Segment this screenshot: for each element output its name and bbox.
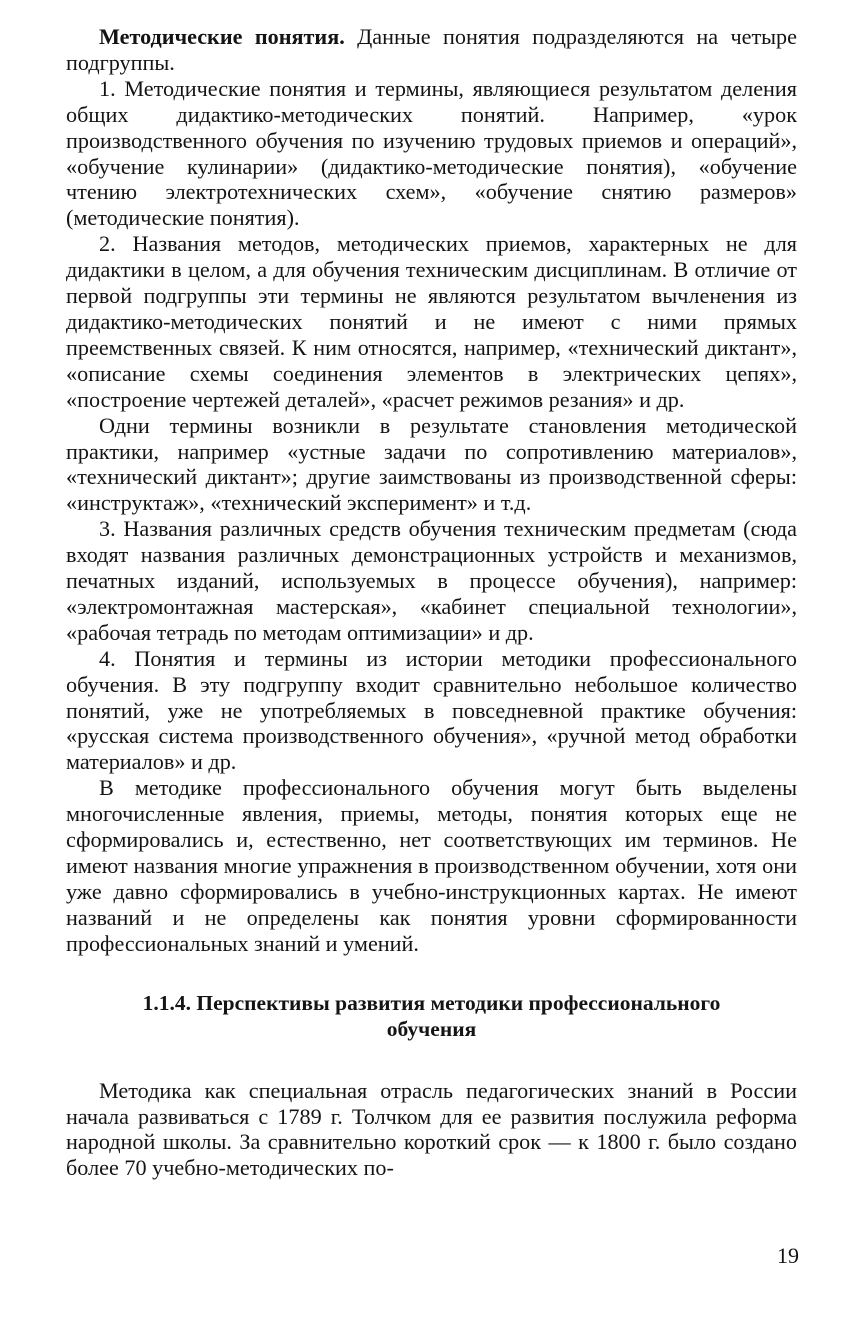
paragraph-subgroup-2: 2. Названия методов, методических приемов, характерных не для дидактики в целом, а для обучения техническим дисциплинам. В отличие от первой подгруппы эти термины не являются результатом вычленения из дидактико-методических понятий и не имеют с ними прямых преемственных связей. К ним относятся, например, «технический диктант», «описание схемы соединения элементов в электрических цепях», «построение чертежей деталей», «расчет режимов резания» и др.	[66, 231, 797, 412]
paragraph-subgroup-3: 3. Названия различных средств обучения техническим предметам (сюда входят названия различных демонстрационных устройств и механизмов, печатных изданий, используемых в процессе обучения), например: «электромонтажная мастерская», «кабинет специальной технологии», «рабочая тетрадь по методам оптимизации» и др.	[66, 516, 797, 645]
section-paragraph: Методика как специальная отрасль педагогических знаний в России начала развиваться с 1789 г. Толчком для ее развития послужила реформа народной школы. За сравнительно короткий срок — к 1800 г. было создано более 70 учебно-методических по-	[66, 1077, 797, 1181]
paragraph-terms-origin: Одни термины возникли в результате становления методической практики, например «устные задачи по сопротивлению материалов», «технический диктант»; другие заимствованы из производственной сферы: «инструктаж», «технический эксперимент» и т.д.	[66, 412, 797, 516]
intro-lead-term: Методические понятия.	[99, 24, 345, 49]
intro-text: Данные понятия подразделяются на четыре подгруппы.	[66, 24, 797, 75]
paragraph-subgroup-1: 1. Методические понятия и термины, являющиеся результатом деления общих дидактико-методических понятий. Например, «урок производственного обучения по изучению трудовых приемов и операций», «обучение кулинарии» (дидактико-методические понятия), «обучение чтению электротехнических схем», «обучение снятию размеров» (методические понятия).	[66, 75, 797, 231]
paragraph-unformed-concepts: В методике профессионального обучения могут быть выделены многочисленные явления, приемы, методы, понятия которых еще не сформировались и, естественно, нет соответствующих им терминов. Не имеют названия многие упражнения в производственном обучении, хотя они уже давно сформировались в учебно-инструкционных картах. Не имеют названий и не определены как понятия уровни сформированности профессиональных знаний и умений.	[66, 775, 797, 956]
intro-paragraph	[66, 24, 797, 76]
page-number: 19	[777, 1243, 799, 1268]
document-page	[66, 24, 797, 1181]
paragraph-subgroup-4: 4. Понятия и термины из истории методики профессионального обучения. В эту подгруппу входит сравнительно небольшое количество понятий, уже не употребляемых в повседневной практике обучения: «русская система производственного обучения», «ручной метод обработки материалов» и др.	[66, 645, 797, 775]
section-heading: 1.1.4. Перспективы развития методики профессионального обучения	[142, 990, 721, 1041]
